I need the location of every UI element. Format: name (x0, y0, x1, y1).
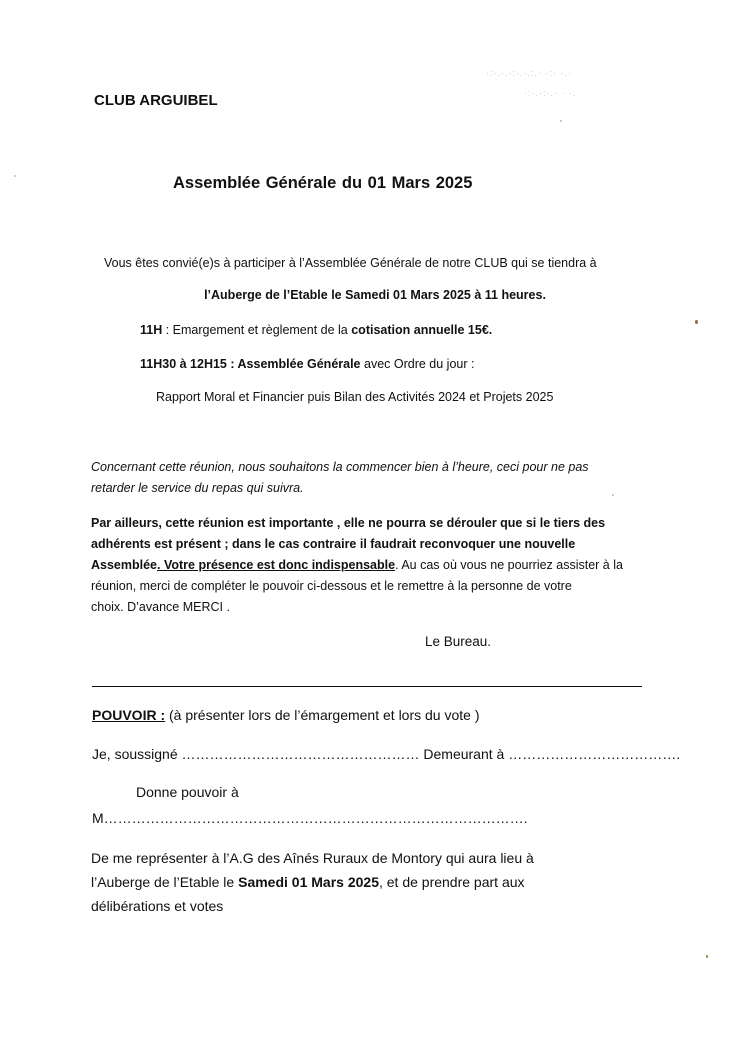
represent-line: De me représenter à l’A.G des Aînés Ruraux de Montory qui aura lieu à (91, 850, 534, 866)
represent-line (91, 870, 651, 894)
represent-text: l’Auberge de l’Etable le (91, 874, 239, 890)
proxy-heading (92, 707, 480, 723)
importance-line: adhérents est présent ; dans le cas contraire il faudrait reconvoquer une nouvelle (91, 537, 576, 551)
agenda-item-assembly (140, 357, 474, 371)
scan-speck (695, 320, 698, 324)
agenda-item-emargement (140, 323, 492, 337)
importance-paragraph (91, 513, 661, 618)
concern-line: Concernant cette réunion, nous souhaitons la commencer bien à l’heure, ceci pour ne pas (91, 460, 589, 474)
concern-line: retarder le service du repas qui suivra. (91, 481, 304, 495)
agenda-fee: cotisation annuelle 15€. (351, 323, 493, 337)
importance-text: . Au cas où vous ne pourriez assister à la (395, 558, 623, 572)
agenda-text: : Emargement et règlement de la (162, 323, 352, 337)
scan-speck (612, 494, 614, 496)
scan-speck (560, 120, 562, 122)
represent-line: délibérations et votes (91, 898, 224, 914)
scan-artifact: ·:·.·:·.· · ·. (524, 88, 577, 98)
proxy-undersigned-field: Je, soussigné …………………………………………… Demeurant à ………………………………. (92, 746, 681, 762)
club-name: CLUB ARGUIBEL (94, 92, 218, 109)
importance-line: réunion, merci de compléter le pouvoir ci-dessous et le remettre à la personne de votre (91, 579, 572, 593)
importance-line: choix. D’avance MERCI . (91, 600, 230, 614)
importance-presence-emphasis: . Votre présence est donc indispensable (157, 558, 396, 572)
agenda-time-range: 11H30 à 12H15 : Assemblée Générale (140, 357, 361, 371)
proxy-give-power-label: Donne pouvoir à (136, 784, 239, 800)
invitation-place-date: l’Auberge de l’Etable le Samedi 01 Mars 2025 à 11 heures. (204, 288, 546, 302)
proxy-recipient-field: M………………………………………………………………………………. (92, 810, 528, 826)
represent-text: , et de prendre part aux (378, 874, 525, 890)
importance-assemblee: Assemblée (91, 558, 158, 572)
separator-line (92, 686, 642, 687)
invitation-line: Vous êtes convié(e)s à participer à l’Assemblée Générale de notre CLUB qui se tiendra à (104, 256, 597, 270)
proxy-representation-text (91, 846, 651, 918)
importance-line: Par ailleurs, cette réunion est importante , elle ne pourra se dérouler que si le tiers des (91, 516, 606, 530)
agenda-item-reports: Rapport Moral et Financier puis Bilan des Activités 2024 et Projets 2025 (156, 390, 554, 404)
scan-artifact: ·:·.·.·:·.·.:.· ·:· ·.· (486, 68, 572, 78)
proxy-title: POUVOIR : (92, 707, 166, 723)
scan-speck (706, 955, 708, 958)
represent-date: Samedi 01 Mars 2025 (238, 874, 379, 890)
agenda-time: 11H (140, 323, 163, 337)
proxy-note: (à présenter lors de l’émargement et lors du vote ) (165, 707, 480, 723)
document-title: Assemblée Générale du 01 Mars 2025 (173, 174, 473, 192)
scan-speck (14, 175, 16, 177)
concern-paragraph (91, 457, 661, 499)
signature: Le Bureau. (425, 634, 492, 649)
importance-line (91, 555, 661, 576)
agenda-text: avec Ordre du jour : (360, 357, 475, 371)
